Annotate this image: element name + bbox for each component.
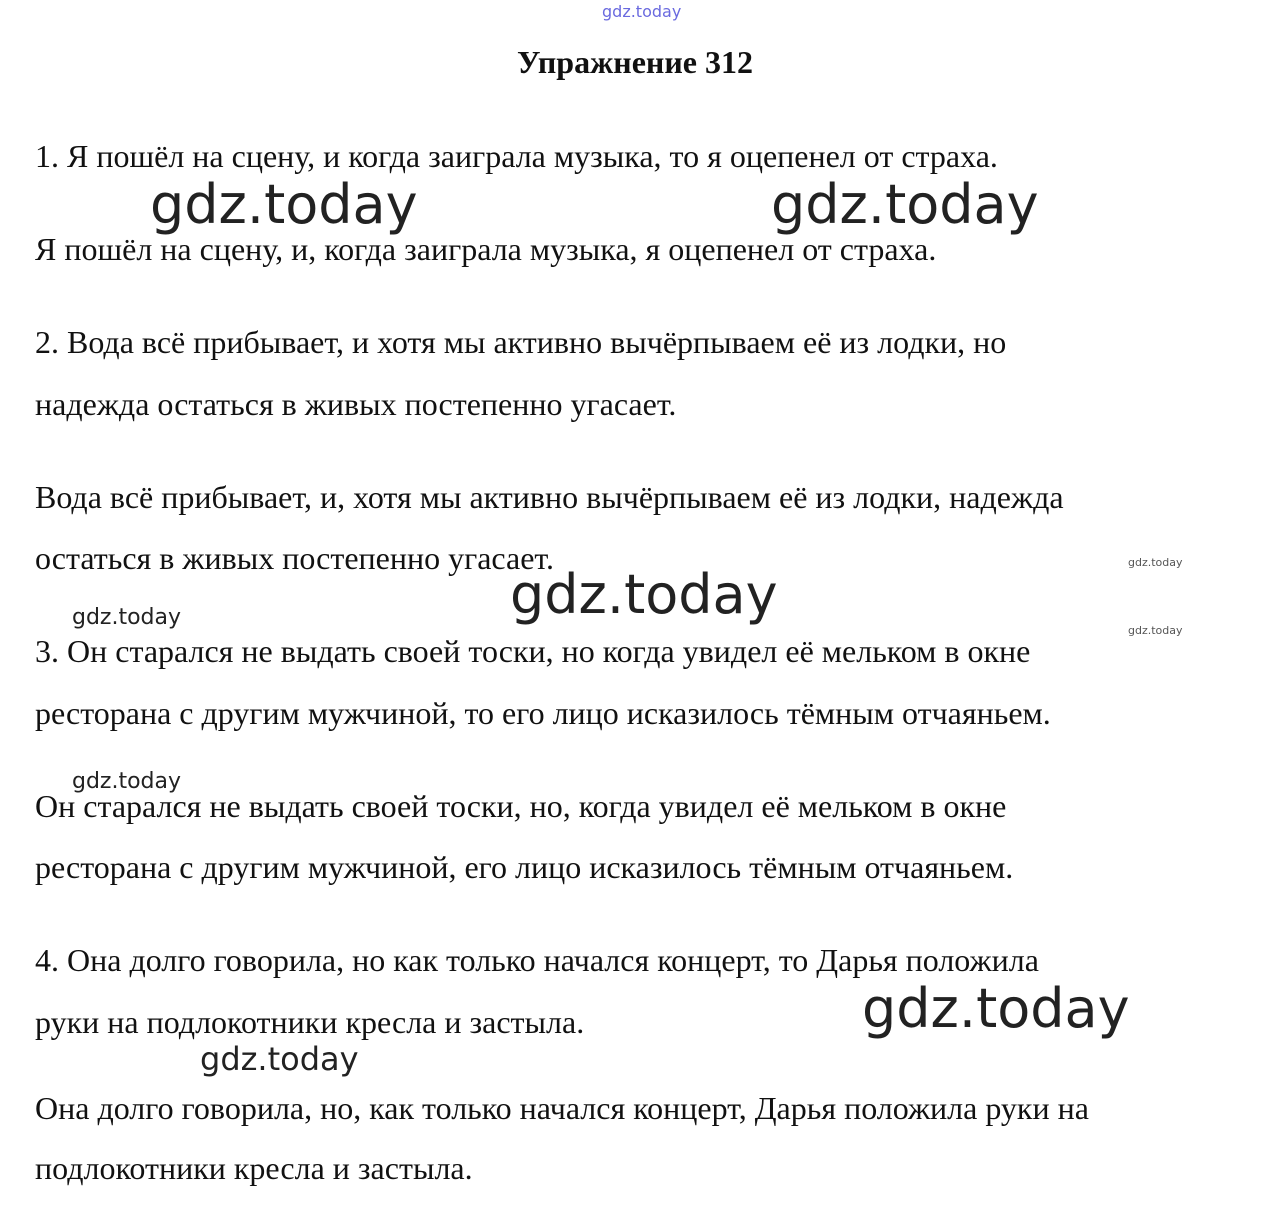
sentence-1-corrected: Я пошёл на сцену, и, когда заиграла музыка, я оцепенел от страха. <box>35 231 937 267</box>
watermark: gdz.today <box>1128 624 1183 637</box>
watermark: gdz.today <box>862 977 1130 1040</box>
sentence-3-corrected-line-1: Он старался не выдать своей тоски, но, когда увидел её мельком в окне <box>35 788 1007 824</box>
exercise-title: Упражнение 312 <box>516 44 753 80</box>
sentence-4-original-line-1: 4. Она долго говорила, но как только начался концерт, то Дарья положила <box>35 942 1039 978</box>
sentence-2-corrected-line-1: Вода всё прибывает, и, хотя мы активно вычёрпываем её из лодки, надежда <box>35 479 1064 515</box>
watermark: gdz.today <box>150 173 418 236</box>
sentence-3-original-line-2: ресторана с другим мужчиной, то его лицо исказилось тёмным отчаяньем. <box>35 695 1051 731</box>
watermark: gdz.today <box>1128 556 1183 569</box>
sentence-3-original-line-1: 3. Он старался не выдать своей тоски, но когда увидел её мельком в окне <box>35 633 1031 669</box>
sentence-1-original: 1. Я пошёл на сцену, и когда заиграла музыка, то я оцепенел от страха. <box>35 138 998 174</box>
sentence-4-corrected-line-2: подлокотники кресла и застыла. <box>35 1150 473 1186</box>
sentence-3-corrected-line-2: ресторана с другим мужчиной, его лицо исказилось тёмным отчаяньем. <box>35 849 1014 885</box>
watermark: gdz.today <box>510 563 778 626</box>
watermark: gdz.today <box>200 1040 359 1078</box>
sentence-4-original-line-2: руки на подлокотники кресла и застыла. <box>35 1004 585 1040</box>
watermark: gdz.today <box>602 2 682 21</box>
sentence-2-corrected-line-2: остаться в живых постепенно угасает. <box>35 540 554 576</box>
sentence-2-original-line-1: 2. Вода всё прибывает, и хотя мы активно вычёрпываем её из лодки, но <box>35 324 1007 360</box>
sentence-4-corrected-line-1: Она долго говорила, но, как только начался концерт, Дарья положила руки на <box>35 1090 1089 1126</box>
watermark: gdz.today <box>771 173 1039 236</box>
watermark: gdz.today <box>72 769 182 794</box>
watermark: gdz.today <box>72 605 182 630</box>
sentence-2-original-line-2: надежда остаться в живых постепенно угасает. <box>35 386 677 422</box>
